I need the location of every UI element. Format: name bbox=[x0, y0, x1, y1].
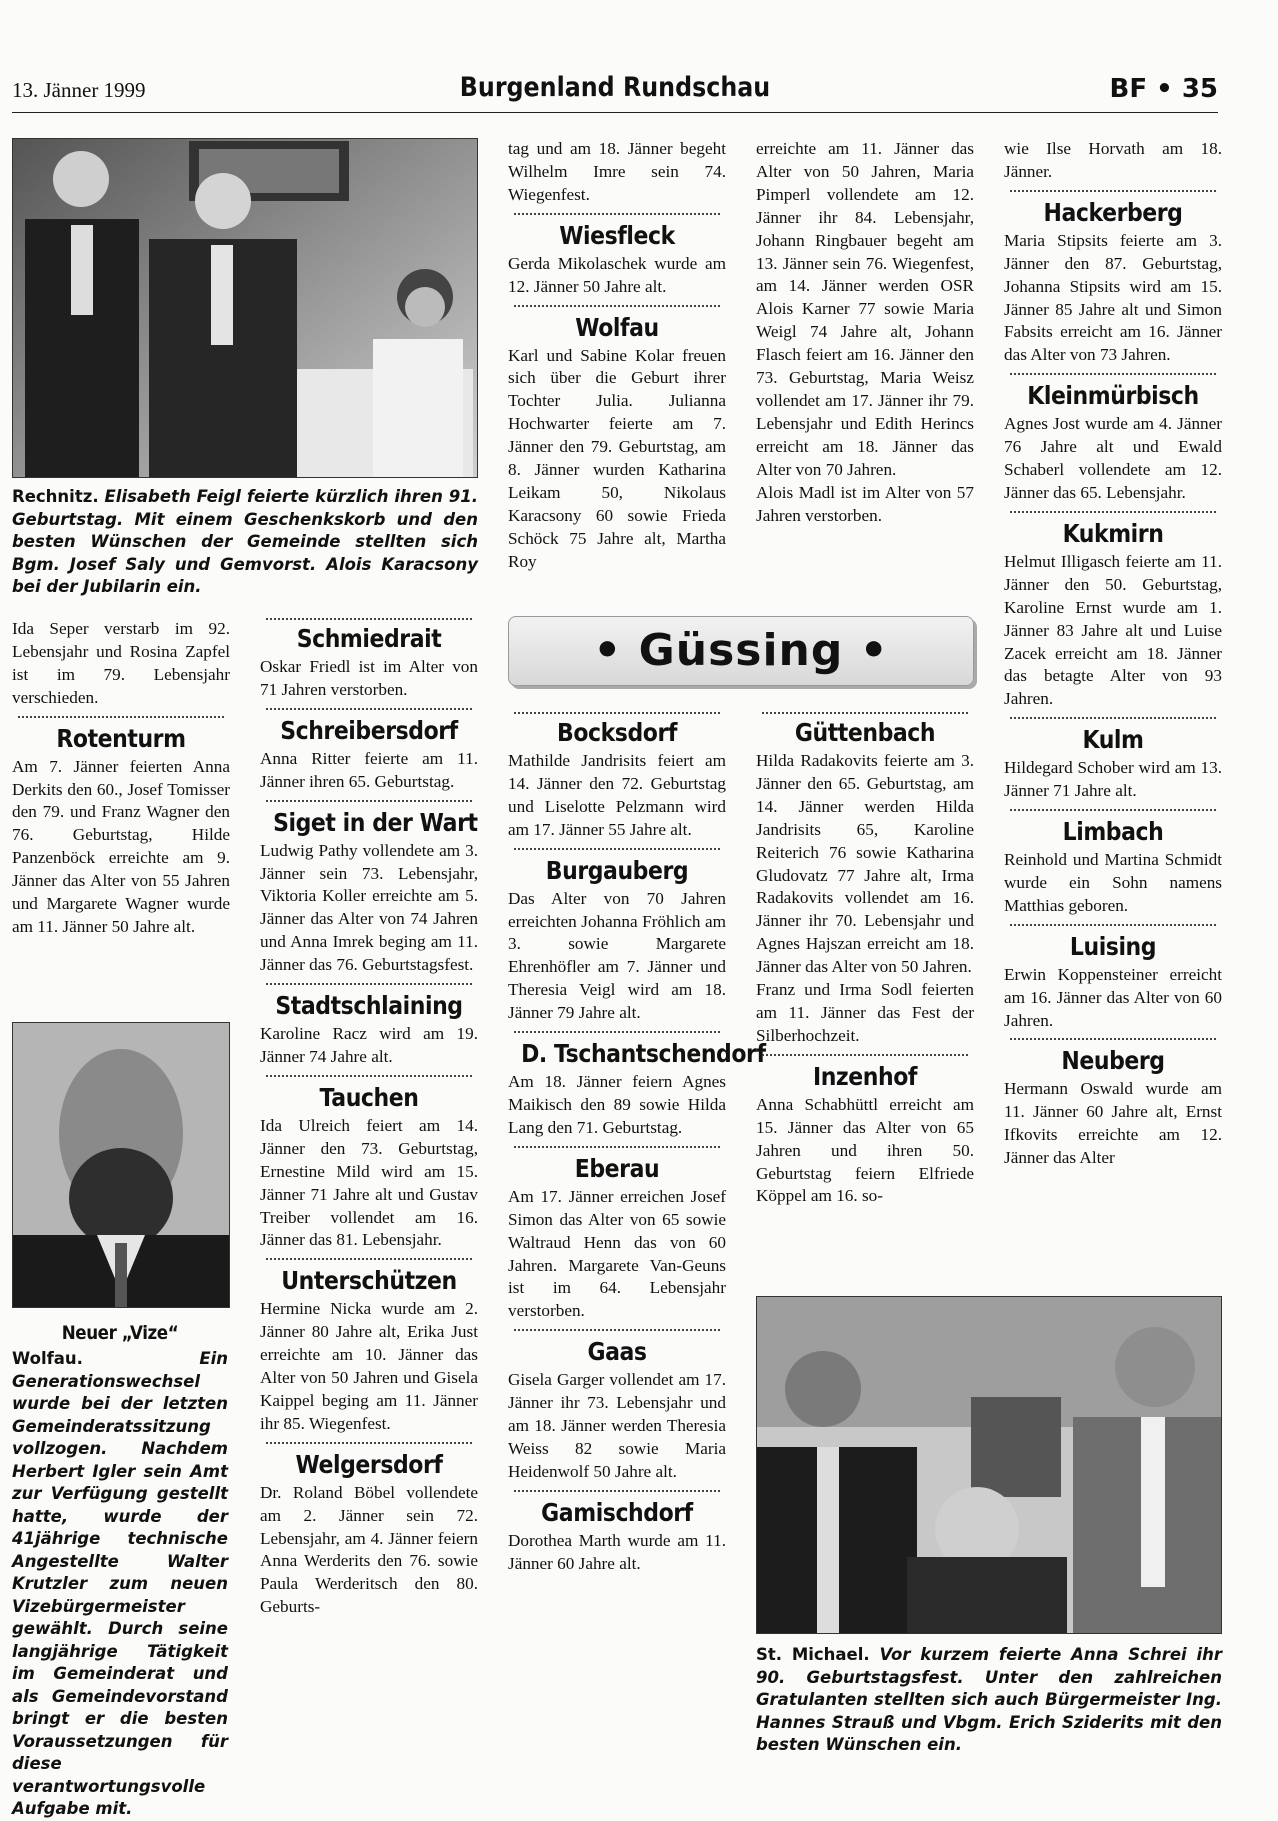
article-inzenhof: Anna Schabhüttl erreicht am 15. Jänner das Alter von 65 Jahren und ihren 50. Geburtstag feiern Elfriede Köppel am 16. so- bbox=[756, 1094, 974, 1206]
divider bbox=[1010, 717, 1216, 719]
article-welgersdorf: Dr. Roland Böbel vollendete am 2. Jänner sein 72. Lebensjahr, am 4. Jänner feiern Anna Werderits den 76. sowie Paula Werderitsch den 80. Geburts- bbox=[260, 1482, 478, 1617]
issue-date: 13. Jänner 1999 bbox=[12, 78, 146, 102]
heading-stadtschlaining: Stadtschlaining bbox=[275, 991, 463, 1021]
article-hackerberg: Maria Stipsits feierte am 3. Jänner den 87. Geburtstag, Johanna Stipsits wird am 15. Jänner 85 Jahre alt und Simon Fabsits erreicht am 16. Jänner das Alter von 73 Jahren. bbox=[1004, 230, 1222, 365]
photo-st-michael bbox=[756, 1296, 1222, 1634]
heading-luising: Luising bbox=[1069, 931, 1157, 961]
article-c5-intro: wie Ilse Horvath am 18. Jänner. bbox=[1004, 139, 1222, 181]
article-dtschantschendorf: Am 18. Jänner feiern Agnes Maikisch den 89 sowie Hilda Lang den 71. Geburtstag. bbox=[508, 1072, 726, 1137]
article-c1-intro: Ida Seper verstarb im 92. Lebensjahr und Rosina Zapfel ist im 79. Lebensjahr verschieden. bbox=[12, 619, 230, 707]
divider bbox=[266, 1075, 472, 1077]
divider bbox=[514, 1329, 720, 1331]
divider bbox=[514, 1031, 720, 1033]
divider bbox=[266, 1258, 472, 1260]
caption-st-michael-text: Vor kurzem feierte Anna Schrei ihr 90. Geburtstagsfest. Unter den zahlreichen Gratulanten stellten sich auch Bürgermeister Ing. Hannes Strauß und Vbgm. Erich Sziderits mit den besten Wünschen ein. bbox=[756, 1645, 1222, 1754]
heading-kulm: Kulm bbox=[1082, 725, 1144, 755]
heading-kleinmuerbisch: Kleinmürbisch bbox=[1027, 381, 1199, 411]
page-header bbox=[12, 72, 1218, 113]
article-wolfau: Karl und Sabine Kolar freuen sich über die Geburt ihrer Tochter Julia. Julianna Hochwarter feierte am 7. Jänner den 79. Geburtstag, am 8. Jänner wurden Katharina Leikam 50, Nikolaus Karacsony 60 sowie Frieda Schöck 75 Jahre alt, Martha Roy bbox=[508, 345, 726, 571]
heading-inzenhof: Inzenhof bbox=[812, 1061, 918, 1091]
caption-wolfau-lead: Wolfau. bbox=[12, 1349, 83, 1368]
divider bbox=[762, 1054, 968, 1056]
article-gaas: Gisela Garger vollendet am 17. Jänner ihr 73. Lebensjahr und am 18. Jänner werden Theresia Weiss 82 sowie Maria Heidenwolf 50 Jahre alt. bbox=[508, 1370, 726, 1481]
caption-rechnitz-lead: Rechnitz. bbox=[12, 487, 99, 506]
divider bbox=[514, 712, 720, 714]
article-kulm: Hildegard Schober wird am 13. Jänner 71 Jahre alt. bbox=[1004, 758, 1222, 801]
article-neuberg: Hermann Oswald wurde am 11. Jänner 60 Jahre alt, Ernst Ifkovits erreichte am 12. Jänner das Alter bbox=[1004, 1079, 1222, 1168]
divider bbox=[1010, 1038, 1216, 1040]
article-eberau: Am 17. Jänner erreichen Josef Simon das Alter von 65 sowie Waltraud Henn das von 60 Jahren. Margarete Van-Geuns ist im 64. Lebensjahr verstorben. bbox=[508, 1186, 726, 1321]
heading-burgauberg: Burgauberg bbox=[545, 855, 689, 885]
divider bbox=[514, 305, 720, 307]
article-unterschuetzen: Hermine Nicka wurde am 2. Jänner 80 Jahre alt, Erika Just erreichte am 10. Jänner das Alter von 50 Jahren und Gisela Kaippel beging am 11. Jänner ihr 85. Wiegenfest. bbox=[260, 1299, 478, 1433]
heading-kukmirn: Kukmirn bbox=[1062, 518, 1164, 548]
article-schmiedrait: Oskar Friedl ist im Alter von 71 Jahren verstorben. bbox=[260, 657, 478, 699]
article-limbach: Reinhold und Martina Schmidt wurde ein Sohn namens Matthias geboren. bbox=[1004, 850, 1222, 915]
divider bbox=[1010, 190, 1216, 192]
article-c3-intro: tag und am 18. Jänner begeht Wilhelm Imre sein 74. Wiegenfest. bbox=[508, 139, 726, 204]
photo-rechnitz bbox=[12, 138, 478, 478]
divider bbox=[514, 1490, 720, 1492]
article-kleinmuerbisch: Agnes Jost wurde am 4. Jänner 76 Jahre alt und Ewald Schaberl vollendete am 12. Jänner das 65. Lebensjahr. bbox=[1004, 414, 1222, 502]
divider bbox=[266, 708, 472, 710]
divider bbox=[762, 712, 968, 714]
heading-dtschantschendorf: D. Tschantschendorf bbox=[521, 1039, 766, 1069]
heading-bocksdorf: Bocksdorf bbox=[557, 718, 677, 747]
divider bbox=[514, 1146, 720, 1148]
heading-guettenbach: Güttenbach bbox=[794, 718, 936, 747]
photo-rechnitz-image bbox=[13, 139, 477, 477]
heading-hackerberg: Hackerberg bbox=[1043, 197, 1183, 227]
divider bbox=[514, 213, 720, 215]
divider bbox=[266, 983, 472, 985]
column-3 bbox=[508, 712, 766, 1576]
heading-unterschuetzen: Unterschützen bbox=[281, 1266, 457, 1296]
heading-schmiedrait: Schmiedrait bbox=[296, 624, 442, 653]
article-burgauberg: Das Alter von 70 Jahren erreichten Johanna Fröhlich am 3. sowie Margarete Ehrenhöfler am 7. Jänner und Theresia Veigl wird am 18. Jänner 79 Jahre alt. bbox=[508, 888, 726, 1023]
heading-rotenturm: Rotenturm bbox=[56, 723, 186, 753]
column-4 bbox=[756, 712, 974, 1208]
article-siget: Ludwig Pathy vollendete am 3. Jänner sein 73. Lebensjahr, Viktoria Koller erreichte am 5. Jänner das Alter von 74 Jahren und Anna Imrek beging am 11. Jänner das 76. Geburtstagsfest. bbox=[260, 840, 478, 975]
divider bbox=[1010, 809, 1216, 811]
photo-wolfau bbox=[12, 1022, 230, 1308]
heading-schreibersdorf: Schreibersdorf bbox=[280, 715, 458, 745]
column-1-vize bbox=[12, 1314, 228, 1821]
article-wiesfleck: Gerda Mikolaschek wurde am 12. Jänner 50 Jahre alt. bbox=[508, 253, 726, 296]
heading-wiesfleck: Wiesfleck bbox=[559, 220, 675, 250]
article-c4-intro: erreichte am 11. Jänner das Alter von 50 Jahren, Maria Pimperl vollendete am 12. Jänner ihr 84. Lebensjahr, Johann Ringbauer begeht am 13. Jänner sein 76. Wiegenfest, am 14. Jänner werden OSR Alois Karner 77 sowie Maria Weigl 74 Jahre alt, Johann Flasch feiert am 16. Jänner den 73. Geburtstag, Maria Weisz vollendet am 17. Jänner ihr 79. Lebensjahr und Edith Herincs erreicht am 18. Jänner das Alter von 70 Jahren. bbox=[756, 139, 974, 479]
heading-siget: Siget in der Wart bbox=[273, 807, 478, 837]
region-banner-text: • Güssing • bbox=[593, 625, 889, 676]
article-c4-intro2: Alois Madl ist im Alter von 57 Jahren verstorben. bbox=[756, 482, 974, 525]
caption-wolfau bbox=[12, 1348, 228, 1821]
divider bbox=[1010, 924, 1216, 926]
article-luising: Erwin Koppensteiner erreicht am 16. Jänner das Alter von 60 Jahren. bbox=[1004, 964, 1222, 1030]
divider bbox=[266, 800, 472, 802]
heading-eberau: Eberau bbox=[574, 1153, 660, 1183]
divider bbox=[1010, 511, 1216, 513]
column-1 bbox=[12, 618, 230, 939]
heading-neuberg: Neuberg bbox=[1061, 1046, 1165, 1076]
divider bbox=[18, 716, 224, 718]
column-2 bbox=[260, 618, 478, 1619]
photo-wolfau-image bbox=[13, 1023, 229, 1307]
divider bbox=[266, 1442, 472, 1444]
divider bbox=[266, 618, 472, 620]
heading-gaas: Gaas bbox=[587, 1337, 647, 1367]
heading-limbach: Limbach bbox=[1062, 817, 1164, 847]
heading-wolfau: Wolfau bbox=[575, 312, 659, 342]
heading-neuer-vize: Neuer „Vize“ bbox=[61, 1322, 179, 1344]
divider bbox=[1010, 373, 1216, 375]
caption-wolfau-text: Ein Generationswechsel wurde bei der letzten Gemeinderatssitzung vollzogen. Nachdem Herbert Igler sein Amt zur Verfügung gestellt hatte, wurde der 41jährige technische Angestellte Walter Krutzler zum neuen Vizebürgermeister gewählt. Durch seine langjährige Tätigkeit im Gemeinderat und als Gemeindevorstand bringt er die besten Voraussetzungen für diese verantwortungsvolle Aufgabe mit. bbox=[12, 1349, 228, 1818]
column-5 bbox=[1004, 138, 1222, 1170]
article-schreibersdorf: Anna Ritter feierte am 11. Jänner ihren 65. Geburtstag. bbox=[260, 748, 478, 791]
article-rotenturm: Am 7. Jänner feierten Anna Derkits den 60., Josef Tomisser den 79. und Franz Wagner den 76. Geburtstag, Hilde Panzenböck erreichte am 9. Jänner das Alter von 55 Jahren und Margarete Wagner wurde am 11. Jänner 50 Jahre alt. bbox=[12, 756, 230, 936]
caption-st-michael bbox=[756, 1644, 1222, 1757]
article-guettenbach-2: Franz und Irma Sodl feierten am 11. Jänner das Fest der Silberhochzeit. bbox=[756, 980, 974, 1045]
caption-rechnitz bbox=[12, 486, 478, 599]
column-3-top bbox=[508, 138, 726, 574]
article-tauchen: Ida Ulreich feiert am 14. Jänner den 73. Geburtstag, Ernestine Mild wird am 15. Jänner 71 Jahre alt und Gustav Treiber vollendet am 16. Jänner das 81. Lebensjahr. bbox=[260, 1115, 478, 1250]
heading-welgersdorf: Welgersdorf bbox=[295, 1449, 443, 1479]
article-kukmirn: Helmut Illigasch feierte am 11. Jänner den 50. Geburtstag, Karoline Ernst wurde am 1. Jänner 83 Jahre alt und Luise Zacek erreicht am 18. Jänner das betagte Alter von 93 Jahren. bbox=[1004, 551, 1222, 709]
article-stadtschlaining: Karoline Racz wird am 19. Jänner 74 Jahre alt. bbox=[260, 1024, 478, 1066]
photo-st-michael-image bbox=[757, 1297, 1221, 1633]
page-number: BF • 35 bbox=[1109, 74, 1218, 104]
caption-rechnitz-text: Elisabeth Feigl feierte kürzlich ihren 91. Geburtstag. Mit einem Geschenkskorb und den besten Wünschen der Gemeinde stellten sich Bgm. Josef Saly und Gemvorst. Alois Karacsony bei der Jubilarin ein. bbox=[12, 487, 478, 596]
region-banner-guessing bbox=[508, 616, 974, 686]
divider bbox=[514, 848, 720, 850]
caption-st-michael-lead: St. Michael. bbox=[756, 1645, 870, 1664]
heading-gamischdorf: Gamischdorf bbox=[541, 1497, 693, 1527]
article-guettenbach: Hilda Radakovits feierte am 3. Jänner den 65. Geburtstag, am 14. Jänner werden Hilda Jandrisits 65, Karoline Reiterich 76 sowie Katharina Gludovatz 77 Jahre alt, Irma Radakovits vollendet am 16. Jänner ihr 70. Lebensjahr und Agnes Hajszan erreicht am 18. Jänner das Alter von 50 Jahren. bbox=[756, 751, 974, 977]
newspaper-title: Burgenland Rundschau bbox=[459, 72, 771, 103]
article-gamischdorf: Dorothea Marth wurde am 11. Jänner 60 Jahre alt. bbox=[508, 1530, 726, 1573]
column-4-top bbox=[756, 138, 974, 527]
article-bocksdorf: Mathilde Jandrisits feiert am 14. Jänner den 72. Geburtstag und Liselotte Pelzmann wird am 17. Jänner 55 Jahre alt. bbox=[508, 751, 726, 839]
heading-tauchen: Tauchen bbox=[319, 1082, 419, 1112]
